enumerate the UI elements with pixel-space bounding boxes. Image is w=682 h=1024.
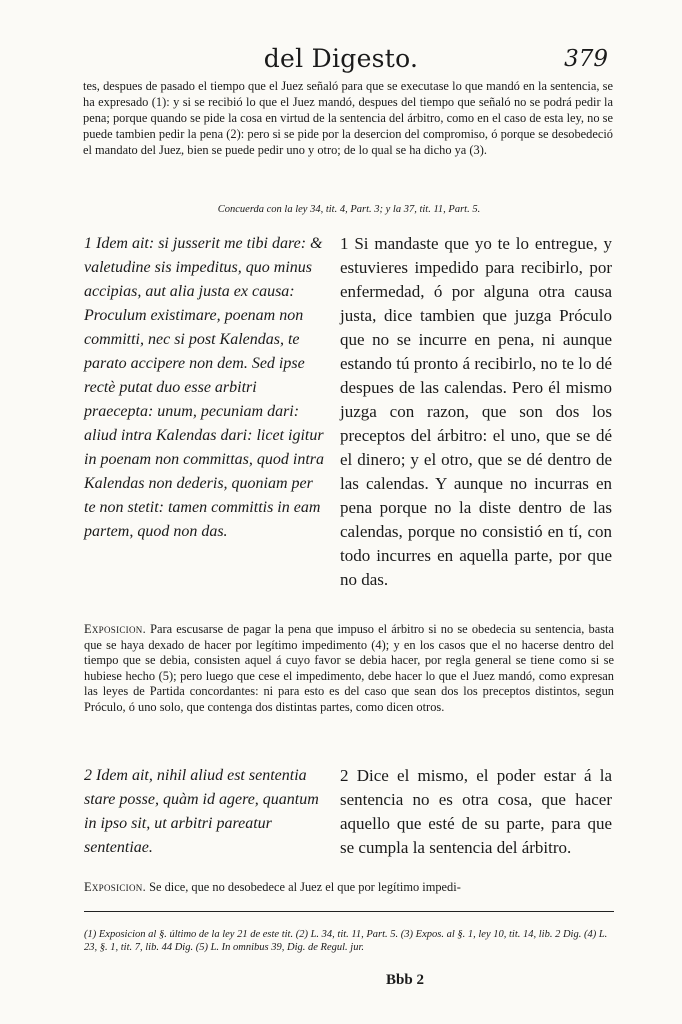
law-1-latin: 1 Idem ait: si jusserit me tibi dare: & valetudine sis impeditus, quo minus accipias, aut alia justa ex causa: Proculum existimare, poenam non committi, nec si post Kalendas, te parato accipere non dem. Sed ipse rectè putat duo esse arbitri praecepta: unum, pecuniam dari: aliud intra Kalendas dari: licet igitur in poenam non committas, quod intra Kalendas non dederis, quoniam per te non stetit: tamen committis in eam partem, quod non das. <box>84 235 324 540</box>
page-header <box>0 44 682 76</box>
page-number: 379 <box>564 46 608 72</box>
exposition-label: Exposicion. <box>84 622 146 636</box>
footnotes: (1) Exposicion al §. último de la ley 21 de este tit. (2) L. 34, tit. 11, Part. 5. (3) Expos. al §. 1, ley 10, tit. 14, lib. 2 Dig. (4) L. 23, §. 1, tit. 7, lib. 44 Dig. (5) L. In omnibus 39, Dig. de Regul. jur. <box>84 929 608 953</box>
exposition-label: Exposicion. <box>84 880 146 894</box>
exposition-1 <box>84 622 614 716</box>
exposition-text: Se dice, que no desobedece al Juez el que por legítimo impedi- <box>149 880 461 894</box>
footnote-divider <box>84 911 614 912</box>
intro-paragraph: tes, despues de pasado el tiempo que el Juez señaló para que se executase lo que mandó en la sentencia, se ha expresado (1): y si se recibió lo que el Juez mandó, despues del tiempo que señaló no se podrá pedir la pena; porque quando se pide la cosa en virtud de la sentencia del árbitro, como en el caso de esta ley, no se puede tambien pedir la pena (2): pero si se pide por la desercion del compromiso, ó porque se desobedeció el mandato del Juez, bien se puede pedir uno y otro; de lo qual se ha dicho ya (3). <box>83 79 613 157</box>
law-2-spanish: 2 Dice el mismo, el poder estar á la sentencia no es otra cosa, que hacer aquello que esté de su parte, para que se cumpla la sentencia del árbitro. <box>340 766 612 857</box>
law-1-spanish: 1 Si mandaste que yo te lo entregue, y estuvieres impedido para recibirlo, por enfermedad, ó por alguna otra causa justa, dice tambien que juzga Próculo que no se incurre en pena, ni aunque estando tú pronto á recibirlo, no te lo dé despues de las calendas. Pero él mismo juzga con razon, que son dos los preceptos del árbitro: el uno, que se dé el dinero; y el otro, que se dé dentro de las calendas. Y aunque no incurras en pena porque no la diste dentro de las calendas, porque no consistió en tí, con todo incurres en aquella parte, por que no das. <box>340 234 612 589</box>
exposition-2 <box>84 880 614 896</box>
signature-mark: Bbb 2 <box>386 972 424 988</box>
concordance-note: Concuerda con la ley 34, tit. 4, Part. 3; y la 37, tit. 11, Part. 5. <box>217 204 481 215</box>
running-title: del Digesto. <box>263 44 419 73</box>
exposition-text: Para escusarse de pagar la pena que impuso el árbitro si no se obedecia su sentencia, basta que se haya dexado de hacer por legítimo impedimento (4); y en los casos que el no hacerse dentro del tiempo que se debia, consisten aquel á cuyo favor se debia hacer, por regla general se tiene como si se hubiese hecho (5); pero luego que cese el impedimento, debe hacer lo que el Juez mandó, como expresan las leyes de Partida concordantes: ni para esto es del caso que sean dos los preceptos distintos, segun Próculo, ó uno solo, que contenga dos distintas partes, como dicen otros. <box>84 622 614 714</box>
law-2-latin: 2 Idem ait, nihil aliud est sententia stare posse, quàm id agere, quantum in ipso sit, ut arbitri pareatur sententiae. <box>84 767 319 856</box>
